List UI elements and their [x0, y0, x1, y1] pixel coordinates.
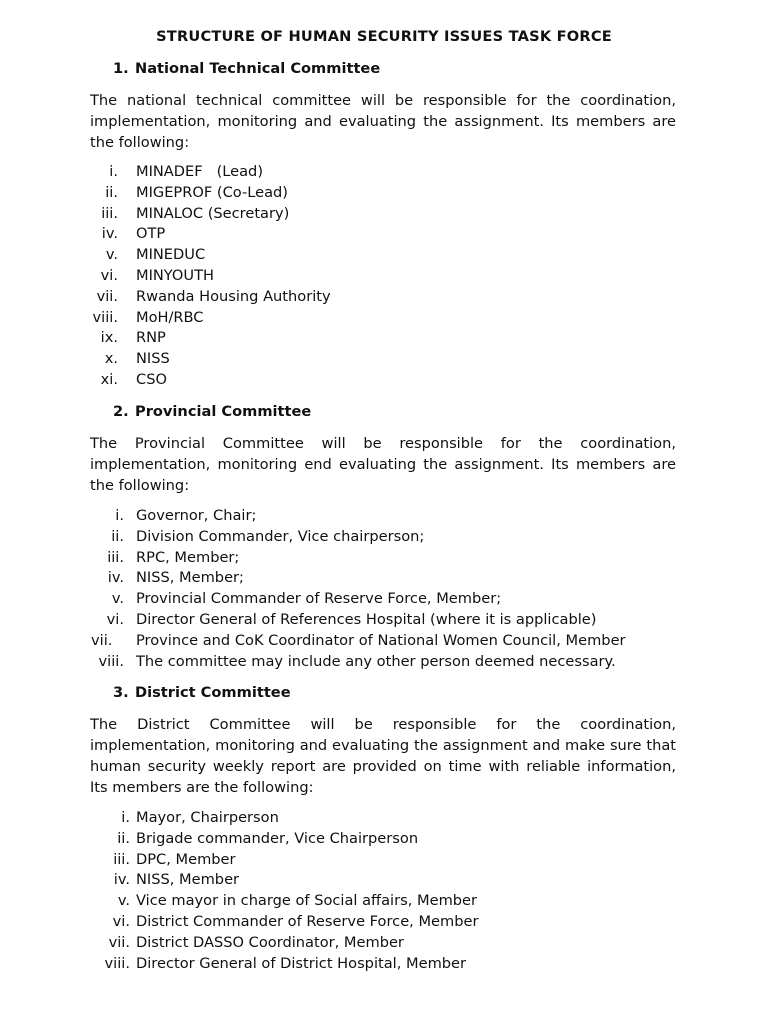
list-item-text: District DASSO Coordinator, Member [136, 933, 404, 951]
section-paragraph: The national technical committee will be responsible for the coordination, implementation, monitoring and evaluating the assignment. Its members are the following: [90, 92, 676, 151]
list-item [0, 527, 768, 548]
section-heading-district-committee [113, 684, 291, 701]
list-item-text: NISS, Member [136, 871, 240, 889]
list-item-number: iii. [101, 204, 118, 222]
list-item-text: Governor, Chair; [136, 507, 257, 524]
list-item [0, 568, 768, 589]
list-item-number: iv. [101, 225, 118, 243]
list-item-number: xi. [100, 370, 118, 388]
list-item-number: vi. [100, 266, 118, 284]
list-item [0, 506, 768, 527]
list-item [0, 162, 768, 183]
list-item-text: OTP [136, 225, 166, 243]
list-item [0, 204, 768, 225]
list-item-number: v. [111, 590, 124, 608]
list-item [0, 933, 768, 954]
list-item-text: Province and CoK Coordinator of National Women Council, Member [136, 631, 626, 649]
list-item-number: i. [115, 507, 124, 524]
list-item-number: ii. [117, 829, 130, 847]
list-item [0, 631, 768, 652]
list-item-number: i. [121, 809, 130, 826]
list-item-number: i. [109, 163, 118, 180]
list-item [0, 891, 768, 912]
section-title: Provincial Committee [135, 403, 312, 420]
list-item-text: MIGEPROF (Co-Lead) [136, 183, 288, 201]
section-title: National Technical Committee [135, 60, 381, 77]
section-number: 1. [113, 60, 129, 77]
list-item-number: vii. [91, 631, 113, 649]
list-item [0, 349, 768, 370]
section-number: 2. [113, 403, 129, 420]
list-item-number: vii. [96, 287, 118, 305]
list-item-text: CSO [136, 370, 167, 388]
list-item-text: NISS [136, 350, 170, 368]
list-item [0, 610, 768, 631]
page-title: STRUCTURE OF HUMAN SECURITY ISSUES TASK FORCE [156, 28, 612, 45]
list-item [0, 548, 768, 569]
list-item-number: iv. [107, 569, 124, 587]
list-item-text: Director General of District Hospital, Member [136, 954, 467, 972]
list-item-text: District Commander of Reserve Force, Member [136, 912, 479, 930]
list-item-text: The committee may include any other person deemed necessary. [136, 652, 616, 670]
list-item-number: ix. [100, 329, 118, 347]
list-item [0, 652, 768, 673]
list-item-number: iii. [107, 548, 124, 566]
list-item [0, 829, 768, 850]
list-item-text: Director General of References Hospital (where it is applicable) [136, 610, 597, 628]
list-item [0, 954, 768, 975]
list-item-number: iii. [113, 850, 130, 868]
section-paragraph: The District Committee will be responsible for the coordination, implementation, monitoring and evaluating the assignment and make sure that human security weekly report are provided on time with reliable information, Its members are the following: [90, 716, 676, 796]
list-item [0, 245, 768, 266]
list-item [0, 308, 768, 329]
list-item [0, 912, 768, 933]
list-item [0, 870, 768, 891]
section-heading-national-technical-committee [113, 60, 380, 77]
list-item-text: RPC, Member; [136, 548, 240, 566]
list-item-text: NISS, Member; [136, 569, 244, 587]
member-list-national [0, 162, 768, 391]
list-item-number: v. [117, 892, 130, 910]
list-item [0, 287, 768, 308]
list-item-text: Vice mayor in charge of Social affairs, Member [136, 892, 478, 910]
list-item-text: Provincial Commander of Reserve Force, Member; [136, 590, 502, 608]
section-title: District Committee [135, 684, 291, 701]
list-item-text: MINYOUTH [136, 266, 214, 284]
list-item [0, 589, 768, 610]
list-item [0, 224, 768, 245]
list-item-text: MINADEF (Lead) [136, 163, 264, 180]
list-item-text: MINEDUC [136, 246, 206, 264]
list-item-number: iv. [113, 871, 130, 889]
section-paragraph: The Provincial Committee will be responsible for the coordination, implementation, monitoring end evaluating the assignment. Its members are the following: [90, 435, 676, 494]
list-item [0, 266, 768, 287]
member-list-district [0, 808, 768, 974]
list-item-number: vii. [108, 933, 130, 951]
list-item [0, 183, 768, 204]
list-item [0, 850, 768, 871]
list-item-text: DPC, Member [136, 850, 236, 868]
list-item-number: vi. [106, 610, 124, 628]
list-item-number: ii. [105, 183, 118, 201]
list-item-number: viii. [104, 954, 130, 972]
list-item-number: vi. [112, 912, 130, 930]
list-item-text: Division Commander, Vice chairperson; [136, 527, 425, 545]
member-list-provincial [0, 506, 768, 672]
list-item-number: x. [104, 350, 118, 368]
section-heading-provincial-committee [113, 403, 311, 420]
list-item [0, 328, 768, 349]
list-item-number: v. [105, 246, 118, 264]
section-number: 3. [113, 684, 129, 701]
list-item-text: MINALOC (Secretary) [136, 204, 290, 222]
list-item-number: viii. [92, 308, 118, 326]
list-item-text: MoH/RBC [136, 308, 204, 326]
list-item-text: Rwanda Housing Authority [136, 287, 331, 305]
list-item-number: ii. [111, 527, 124, 545]
list-item-text: RNP [136, 329, 166, 347]
list-item [0, 370, 768, 391]
list-item [0, 808, 768, 829]
list-item-text: Brigade commander, Vice Chairperson [136, 829, 419, 847]
list-item-number: viii. [98, 652, 124, 670]
list-item-text: Mayor, Chairperson [136, 809, 279, 826]
